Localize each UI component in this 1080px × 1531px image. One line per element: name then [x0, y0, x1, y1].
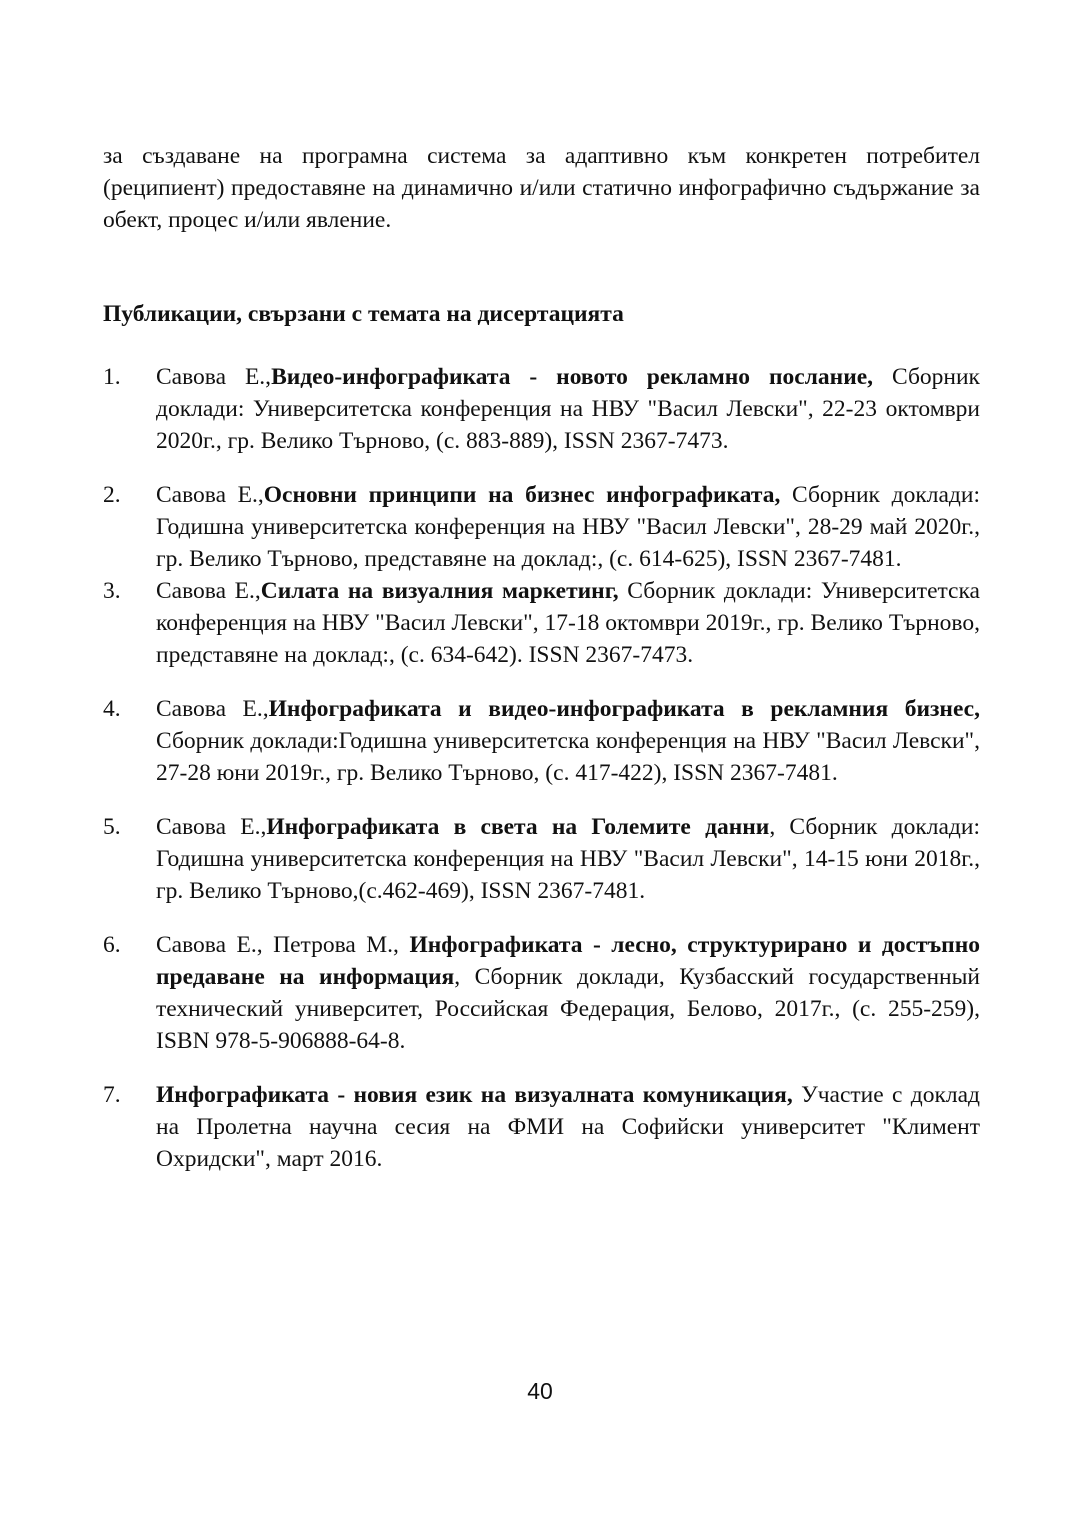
publications-list: [103, 361, 980, 1175]
item-title: Инфографиката в света на Големите данни: [266, 814, 770, 840]
list-item: [103, 811, 980, 907]
item-authors: Савова Е.,: [156, 364, 272, 390]
item-details: Сборник доклади: Университетска конференция на НВУ "Васил Левски", 22-23 октомври 2020г., гр. Велико Търново, (с. 883-889), ISSN 2367-7473.: [156, 364, 980, 454]
list-item: [103, 693, 980, 789]
item-number: 5.: [103, 814, 121, 840]
page-number: 40: [527, 1378, 553, 1404]
item-details: Сборник доклади: Университетска конференция на НВУ "Васил Левски", 17-18 октомври 2019г., гр. Велико Търново, представяне на доклад:, (с. 634-642). ISSN 2367-7473.: [156, 578, 980, 668]
item-number: 3.: [103, 578, 121, 604]
item-title: Инфографиката и видео-инфографиката в рекламния бизнес,: [268, 696, 980, 722]
item-details: Участие с доклад на Пролетна научна сесия на ФМИ на Софийски университет "Климент Охридски", март 2016.: [156, 1082, 980, 1172]
item-details: Сборник доклади: Годишна университетска конференция на НВУ "Васил Левски", 28-29 май 2020г., гр. Велико Търново, представяне на доклад:, (с. 614-625), ISSN 2367-7481.: [156, 482, 980, 572]
list-item: [103, 1079, 980, 1175]
item-number: 2.: [103, 482, 121, 508]
item-title: Инфографиката - новия език на визуалната комуникация,: [156, 1082, 793, 1108]
item-details: , Сборник доклади: Годишна университетска конференция на НВУ "Васил Левски", 14-15 юни 2018г., гр. Велико Търново,(с.462-469), ISSN 2367-7481.: [156, 814, 980, 904]
item-authors: Савова Е.,: [156, 578, 261, 604]
intro-paragraph: за създаване на програмна система за адаптивно към конкретен потребител (реципиент) предоставяне на динамично и/или статично инфографично съдържание за обект, процес и/или явление.: [103, 143, 980, 233]
item-authors: Савова Е.,: [156, 696, 269, 722]
item-number: 4.: [103, 696, 121, 722]
item-title: Видео-инфографиката - новото рекламно послание,: [271, 364, 874, 390]
item-details: , Сборник доклади, Кузбасский государственный технический университет, Российская Федерация, Белово, 2017г., (с. 255-259), ISBN 978-5-906888-64-8.: [156, 964, 980, 1054]
item-title: Силата на визуалния маркетинг,: [260, 578, 619, 604]
document-page: [103, 140, 980, 1175]
list-item: [103, 575, 980, 671]
item-number: 1.: [103, 364, 121, 390]
list-item: [103, 929, 980, 1057]
section-heading: Публикации, свързани с темата на дисертацията: [103, 301, 624, 327]
item-title: Основни принципи на бизнес инфографиката,: [263, 482, 781, 508]
item-number: 7.: [103, 1082, 121, 1108]
item-number: 6.: [103, 932, 121, 958]
list-item: [103, 479, 980, 575]
item-authors: Савова Е.,: [156, 482, 264, 508]
item-authors: Савова Е., Петрова М.,: [156, 932, 410, 958]
item-authors: Савова Е.,: [156, 814, 267, 840]
item-title: Инфографиката - лесно, структурирано и достъпно предаване на информация: [156, 932, 981, 990]
item-details: Сборник доклади:Годишна университетска конференция на НВУ "Васил Левски", 27-28 юни 2019г., гр. Велико Търново, (с. 417-422), ISSN 2367-7481.: [156, 728, 980, 786]
list-item: [103, 361, 980, 457]
